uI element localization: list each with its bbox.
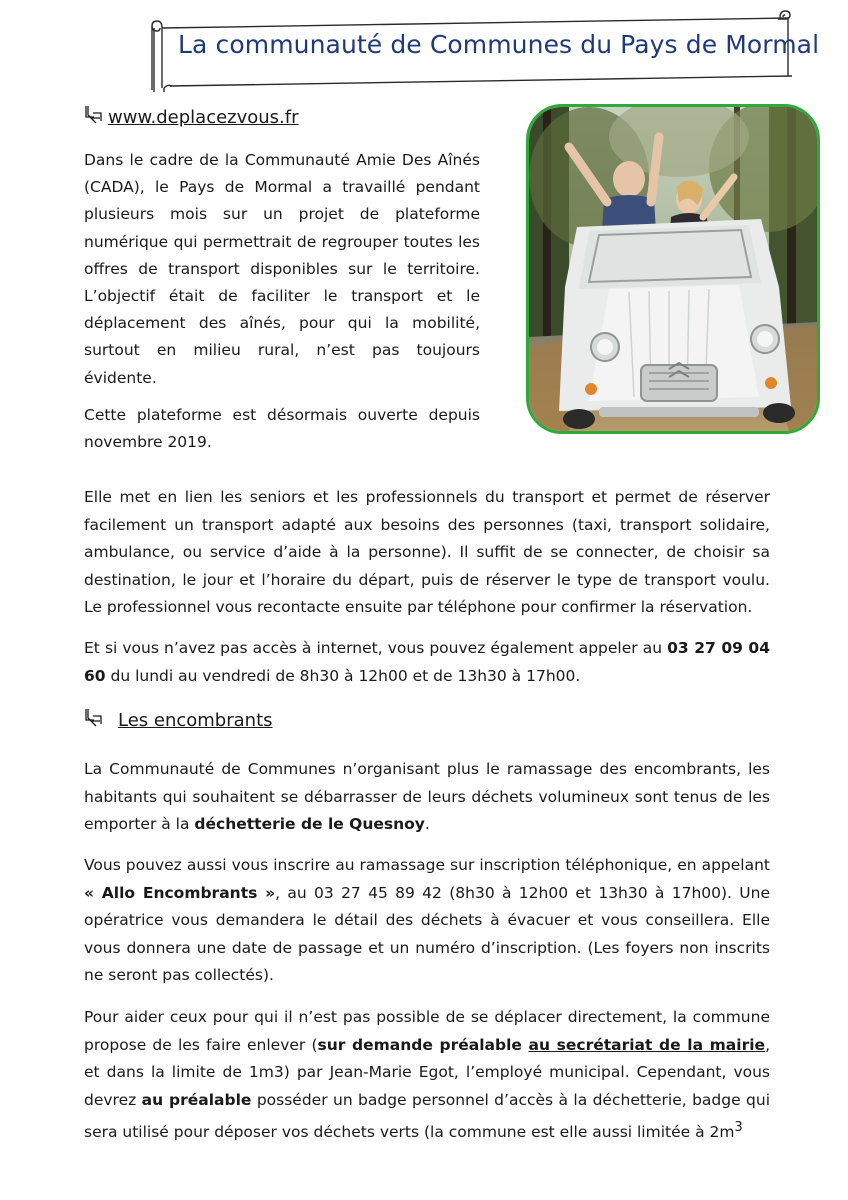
dechetterie-name: déchetterie de le Quesnoy	[194, 815, 425, 833]
intro-column	[84, 147, 480, 466]
section-heading-encombrants	[84, 708, 273, 731]
car-photo-illustration	[529, 107, 817, 431]
secretariat-underlined: au secrétariat de la mairie	[528, 1035, 766, 1054]
paragraph-allo-encombrants	[84, 852, 770, 990]
title-banner	[148, 10, 820, 92]
text-span: .	[424, 815, 430, 833]
allo-encombrants-label: « Allo Encombrants »	[84, 883, 276, 902]
paragraph-phone-block	[84, 635, 770, 690]
text-span: La Communauté de Communes n’organisant plus le ramassage des encombrants, les habitants qui souhaitent se débarrasser de leurs déchets volumineux sont tenus de les emporter à la	[84, 760, 770, 833]
text-span: , et dans la limite de 1m3) par Jean-Marie Egot, l’employé municipal. Cependant, vous devrez	[84, 1035, 770, 1109]
text-span: , au 03 27 45 89 42 (8h30 à 12h00 et 13h30 à 17h00). Une opératrice vous demandera le détail des déchets à évacuer et vous conseillera. Elle vous donnera une date de passage et un numéro d’inscription. (Les foyers non inscrits ne seront pas collectés).	[84, 883, 770, 984]
paragraph-encombrants-3-block	[84, 1004, 770, 1147]
au-prealable: au préalable	[141, 1090, 252, 1109]
section-heading-website	[84, 105, 299, 128]
arrow-bullet-icon	[84, 708, 106, 728]
paragraph-municipal-pickup	[84, 1004, 770, 1147]
phone-text-after: du lundi au vendredi de 8h30 à 12h00 et de 13h30 à 17h00.	[105, 666, 581, 685]
secretariat-mairie	[529, 1036, 766, 1054]
paragraph-encombrants-2-block	[84, 852, 770, 990]
demande-prealable: sur demande préalable	[317, 1035, 529, 1054]
paragraph-platform-details-block	[84, 484, 770, 622]
text-span: posséder un badge personnel d’accès à la déchetterie, badge qui sera utilisé pour déposer vos déchets verts (la commune est elle aussi limitée à 2m	[84, 1090, 771, 1142]
text-span: Vous pouvez aussi vous inscrire au ramassage sur inscription téléphonique, en appelant	[84, 856, 770, 874]
text-span: Pour aider ceux pour qui il n’est pas possible de se déplacer directement, la commune propose de les faire enlever (	[84, 1008, 770, 1054]
page-title: La communauté de Communes du Pays de Mormal	[178, 30, 820, 59]
cubic-superscript: 3	[734, 1120, 743, 1135]
phone-text-before: Et si vous n’avez pas accès à internet, vous pouvez également appeler au	[84, 639, 668, 657]
arrow-bullet-icon	[84, 105, 106, 125]
paragraph-encombrants-1-block	[84, 756, 770, 839]
paragraph-phone-info	[84, 635, 770, 690]
website-link[interactable]: www.deplacezvous.fr	[108, 107, 299, 128]
paragraph-platform-details: Elle met en lien les seniors et les professionnels du transport et permet de réserver facilement un transport adapté aux besoins des personnes (taxi, transport solidaire, ambulance, ou service d’aide à la personne). Il suffit de se connecter, de choisir sa destination, le jour et l’horaire du départ, puis de réserver le type de transport voulu. Le professionnel vous recontacte ensuite par téléphone pour confirmer la réservation.	[84, 488, 770, 616]
photo-seniors-in-car	[526, 104, 820, 434]
paragraph-encombrants-intro	[84, 756, 770, 839]
section-title-encombrants: Les encombrants	[118, 710, 273, 731]
phone-number: 03 27 09 04 60	[84, 639, 770, 685]
paragraph-cada: Dans le cadre de la Communauté Amie Des Aînés (CADA), le Pays de Mormal a travaillé pendant plusieurs mois sur un projet de plateforme numérique qui permettrait de regrouper toutes les offres de transport disponibles sur le territoire. L’objectif était de faciliter le transport et le déplacement des aînés, pour qui la mobilité, surtout en milieu rural, n’est pas toujours évidente.	[84, 151, 480, 387]
paragraph-platform-open: Cette plateforme est désormais ouverte depuis novembre 2019.	[84, 405, 480, 452]
